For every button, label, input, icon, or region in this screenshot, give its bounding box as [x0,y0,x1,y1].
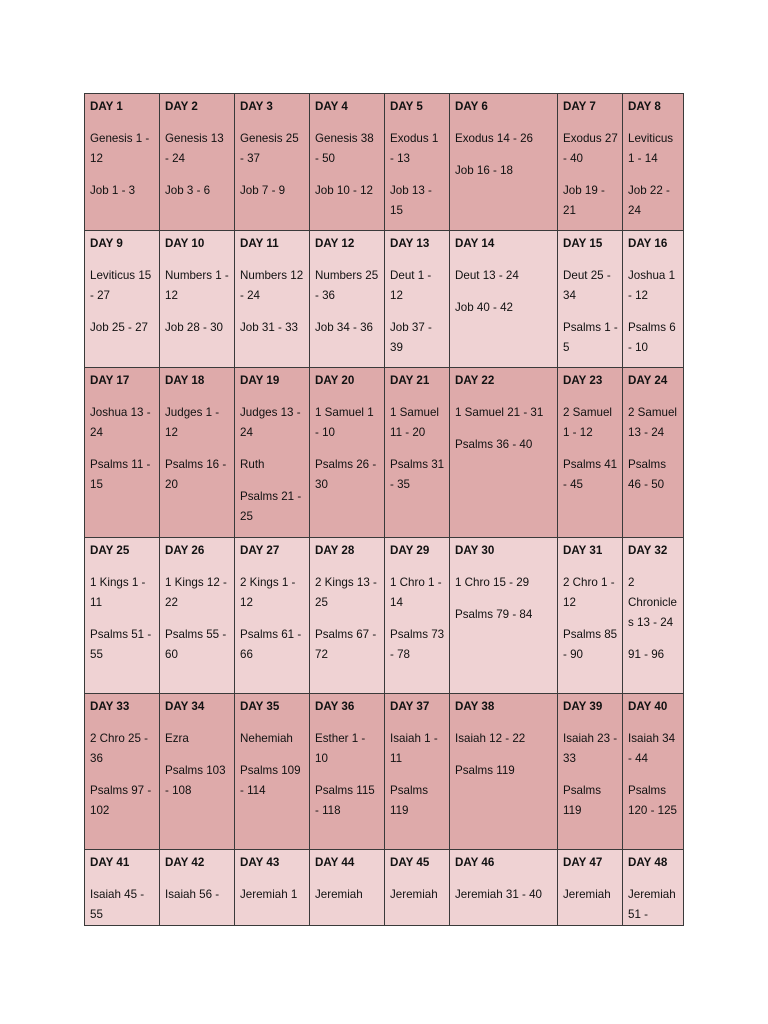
reading-entry: Isaiah 1 - 11 [390,732,438,765]
day-cell [558,94,623,231]
reading-entry: Jeremiah 1 [240,888,298,901]
day-label: DAY 27 [240,544,280,557]
day-cell [85,368,160,538]
day-label: DAY 5 [390,100,423,113]
reading-entry: Joshua 13 - 24 [90,406,151,439]
day-cell [310,368,385,538]
reading-entry: 2 Samuel 1 - 12 [563,406,612,439]
reading-entry: Psalms 79 - 84 [455,608,533,621]
reading-entry: Psalms 103 - 108 [165,764,226,797]
day-label: DAY 18 [165,374,205,387]
reading-entry: Isaiah 45 - 55 [90,888,145,921]
reading-entry: 2 Chro 25 - 36 [90,732,148,765]
day-cell [558,538,623,694]
day-label: DAY 4 [315,100,348,113]
day-label: DAY 41 [90,856,130,869]
reading-entry: Jeremiah 51 - [628,888,676,921]
plan-row [85,368,684,538]
reading-entry: Numbers 25 - 36 [315,269,379,302]
day-cell [450,94,558,231]
reading-entry: Psalms 120 - 125 [628,784,677,817]
plan-row [85,538,684,694]
day-cell [450,368,558,538]
day-cell [160,231,235,368]
day-cell [235,368,310,538]
reading-entry: 2 Samuel 13 - 24 [628,406,677,439]
day-cell [623,694,684,850]
day-cell [235,850,310,926]
day-cell [558,231,623,368]
day-label: DAY 13 [390,237,430,250]
day-label: DAY 42 [165,856,205,869]
day-label: DAY 19 [240,374,280,387]
reading-entry: 1 Kings 12 - 22 [165,576,227,609]
reading-entry: Deut 1 - 12 [390,269,432,302]
reading-entry: Ezra [165,732,189,745]
day-cell [160,850,235,926]
plan-row [85,94,684,231]
day-label: DAY 35 [240,700,280,713]
day-label: DAY 25 [90,544,130,557]
day-label: DAY 43 [240,856,280,869]
reading-entry: Psalms 51 - 55 [90,628,152,661]
reading-entry: Psalms 115 - 118 [315,784,375,817]
reading-entry: 91 - 96 [628,648,665,661]
day-cell [623,231,684,368]
day-cell [160,694,235,850]
reading-entry: Jeremiah 31 - 40 [455,888,542,901]
reading-entry: Deut 13 - 24 [455,269,519,282]
day-label: DAY 40 [628,700,668,713]
day-cell [235,694,310,850]
day-label: DAY 2 [165,100,198,113]
reading-entry: 2 Kings 13 - 25 [315,576,377,609]
day-cell [160,94,235,231]
day-label: DAY 37 [390,700,430,713]
reading-entry: Psalms 73 - 78 [390,628,445,661]
day-label: DAY 47 [563,856,603,869]
reading-entry: Deut 25 - 34 [563,269,611,302]
reading-entry: Job 3 - 6 [165,184,211,197]
reading-entry: Genesis 38 - 50 [315,132,374,165]
day-label: DAY 29 [390,544,430,557]
day-cell [310,94,385,231]
day-label: DAY 23 [563,374,603,387]
reading-entry: Psalms 41 - 45 [563,458,618,491]
day-label: DAY 9 [90,237,123,250]
reading-entry: Psalms 61 - 66 [240,628,302,661]
day-cell [385,368,450,538]
reading-plan-body [85,94,684,926]
reading-entry: Psalms 46 - 50 [628,458,667,491]
reading-entry: 1 Chro 15 - 29 [455,576,530,589]
reading-entry: Isaiah 34 - 44 [628,732,676,765]
reading-plan-table [84,93,684,926]
day-label: DAY 8 [628,100,661,113]
reading-entry: 1 Samuel 21 - 31 [455,406,544,419]
day-label: DAY 39 [563,700,603,713]
day-label: DAY 34 [165,700,205,713]
plan-row [85,694,684,850]
day-cell [310,231,385,368]
day-cell [623,94,684,231]
day-label: DAY 6 [455,100,488,113]
day-cell [85,231,160,368]
reading-entry: Ruth [240,458,265,471]
day-label: DAY 1 [90,100,123,113]
reading-entry: Psalms 31 - 35 [390,458,445,491]
day-cell [450,538,558,694]
reading-entry: Nehemiah [240,732,293,745]
reading-entry: Numbers 1 - 12 [165,269,229,302]
plan-row [85,231,684,368]
day-cell [310,850,385,926]
day-label: DAY 24 [628,374,668,387]
day-label: DAY 22 [455,374,495,387]
reading-entry: Job 22 - 24 [628,184,670,217]
reading-entry: Psalms 67 - 72 [315,628,377,661]
reading-entry: Jeremiah [390,888,438,901]
day-label: DAY 20 [315,374,355,387]
day-cell [558,850,623,926]
reading-entry: Job 37 - 39 [390,321,432,354]
day-label: DAY 15 [563,237,603,250]
reading-entry: Exodus 1 - 13 [390,132,439,165]
day-label: DAY 48 [628,856,668,869]
reading-entry: Psalms 119 [563,784,602,817]
day-label: DAY 45 [390,856,430,869]
reading-entry: Numbers 12 - 24 [240,269,304,302]
reading-entry: Isaiah 12 - 22 [455,732,526,745]
day-cell [385,694,450,850]
day-label: DAY 3 [240,100,273,113]
reading-entry: Job 1 - 3 [90,184,136,197]
day-cell [450,231,558,368]
reading-entry: Jeremiah [315,888,363,901]
day-label: DAY 17 [90,374,130,387]
day-cell [385,94,450,231]
day-cell [235,231,310,368]
day-label: DAY 11 [240,237,279,250]
reading-entry: Job 31 - 33 [240,321,299,334]
day-cell [623,538,684,694]
reading-entry: Psalms 6 - 10 [628,321,676,354]
reading-entry: Psalms 55 - 60 [165,628,227,661]
day-label: DAY 14 [455,237,495,250]
day-cell [385,538,450,694]
day-cell [450,694,558,850]
reading-entry: Psalms 109 - 114 [240,764,301,797]
reading-entry: Judges 13 - 24 [240,406,301,439]
day-label: DAY 21 [390,374,430,387]
reading-entry: 2 Chro 1 - 12 [563,576,615,609]
reading-entry: 1 Samuel 1 - 10 [315,406,374,439]
reading-entry: Psalms 36 - 40 [455,438,533,451]
reading-entry: 1 Kings 1 - 11 [90,576,146,609]
day-cell [310,694,385,850]
reading-entry: Genesis 13 - 24 [165,132,224,165]
reading-entry: Judges 1 - 12 [165,406,220,439]
day-label: DAY 10 [165,237,205,250]
reading-entry: Psalms 97 - 102 [90,784,152,817]
day-label: DAY 46 [455,856,495,869]
reading-entry: Job 7 - 9 [240,184,286,197]
day-cell [85,94,160,231]
day-cell [450,850,558,926]
day-cell [310,538,385,694]
day-cell [623,368,684,538]
reading-entry: Job 13 - 15 [390,184,432,217]
day-cell [235,94,310,231]
day-label: DAY 16 [628,237,668,250]
day-cell [85,694,160,850]
reading-entry: 2 Kings 1 - 12 [240,576,296,609]
reading-entry: Psalms 21 - 25 [240,490,302,523]
day-label: DAY 32 [628,544,668,557]
day-cell [85,538,160,694]
day-label: DAY 33 [90,700,130,713]
day-cell [558,368,623,538]
reading-entry: Exodus 14 - 26 [455,132,533,145]
day-label: DAY 38 [455,700,495,713]
day-label: DAY 12 [315,237,355,250]
day-cell [160,368,235,538]
day-label: DAY 28 [315,544,355,557]
day-cell [85,850,160,926]
reading-entry: Genesis 25 - 37 [240,132,299,165]
reading-entry: Psalms 119 [390,784,429,817]
reading-entry: 1 Samuel 11 - 20 [390,406,439,439]
day-label: DAY 30 [455,544,495,557]
day-cell [235,538,310,694]
reading-entry: Psalms 85 - 90 [563,628,618,661]
reading-entry: 2 Chronicles 13 - 24 [628,576,677,629]
reading-entry: Job 25 - 27 [90,321,149,334]
reading-entry: Psalms 26 - 30 [315,458,377,491]
reading-entry: Leviticus 1 - 14 [628,132,674,165]
day-cell [623,850,684,926]
day-cell [558,694,623,850]
reading-entry: Job 28 - 30 [165,321,224,334]
plan-row [85,850,684,926]
reading-entry: Jeremiah [563,888,611,901]
reading-entry: 1 Chro 1 - 14 [390,576,442,609]
reading-entry: Joshua 1 - 12 [628,269,676,302]
reading-entry: Esther 1 - 10 [315,732,366,765]
reading-entry: Leviticus 15 - 27 [90,269,152,302]
reading-entry: Job 16 - 18 [455,164,514,177]
day-label: DAY 44 [315,856,355,869]
reading-entry: Genesis 1 - 12 [90,132,150,165]
reading-entry: Psalms 1 - 5 [563,321,618,354]
reading-entry: Psalms 11 - 15 [90,458,151,491]
day-label: DAY 36 [315,700,355,713]
reading-entry: Job 34 - 36 [315,321,374,334]
day-label: DAY 31 [563,544,603,557]
day-cell [160,538,235,694]
reading-entry: Psalms 119 [455,764,515,777]
reading-entry: Job 40 - 42 [455,301,514,314]
reading-entry: Isaiah 56 - [165,888,220,901]
reading-entry: Job 19 - 21 [563,184,605,217]
day-cell [385,231,450,368]
reading-entry: Exodus 27 - 40 [563,132,618,165]
day-label: DAY 26 [165,544,205,557]
day-cell [385,850,450,926]
reading-entry: Psalms 16 - 20 [165,458,227,491]
reading-entry: Isaiah 23 - 33 [563,732,618,765]
reading-entry: Job 10 - 12 [315,184,374,197]
day-label: DAY 7 [563,100,596,113]
